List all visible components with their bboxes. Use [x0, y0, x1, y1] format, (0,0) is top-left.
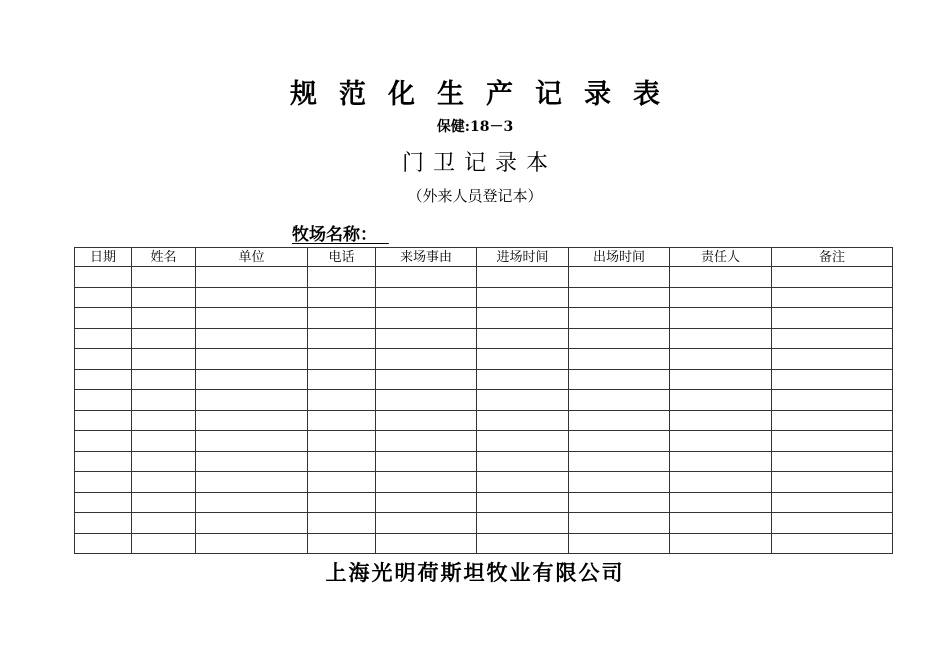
table-cell[interactable] — [75, 472, 132, 493]
table-cell[interactable] — [196, 513, 308, 534]
table-cell[interactable] — [569, 390, 670, 411]
column-header: 日期 — [75, 248, 132, 267]
table-row — [75, 287, 893, 308]
table-cell[interactable] — [477, 451, 569, 472]
table-cell[interactable] — [308, 431, 376, 452]
table-cell[interactable] — [670, 533, 772, 554]
table-cell[interactable] — [772, 492, 893, 513]
table-cell[interactable] — [196, 328, 308, 349]
table-cell[interactable] — [569, 431, 670, 452]
form-code: 保健:18－3 — [436, 119, 514, 135]
table-cell[interactable] — [308, 308, 376, 329]
table-cell[interactable] — [132, 287, 196, 308]
table-cell[interactable] — [772, 410, 893, 431]
table-cell[interactable] — [132, 431, 196, 452]
table-row — [75, 431, 893, 452]
table-cell[interactable] — [308, 513, 376, 534]
company-name: 上海光明荷斯坦牧业有限公司 — [325, 560, 625, 585]
table-cell[interactable] — [75, 349, 132, 370]
table-cell[interactable] — [308, 492, 376, 513]
table-cell[interactable] — [75, 369, 132, 390]
table-cell[interactable] — [308, 451, 376, 472]
table-cell[interactable] — [477, 369, 569, 390]
table-cell[interactable] — [308, 472, 376, 493]
table-cell[interactable] — [75, 513, 132, 534]
table-cell[interactable] — [75, 287, 132, 308]
table-cell[interactable] — [308, 328, 376, 349]
table-cell[interactable] — [132, 390, 196, 411]
table-cell[interactable] — [75, 431, 132, 452]
table-cell[interactable] — [477, 287, 569, 308]
column-header: 姓名 — [132, 248, 196, 267]
table-cell[interactable] — [376, 287, 477, 308]
table-cell[interactable] — [477, 267, 569, 288]
column-header: 单位 — [196, 248, 308, 267]
table-cell[interactable] — [477, 431, 569, 452]
table-cell[interactable] — [477, 390, 569, 411]
table-cell[interactable] — [477, 492, 569, 513]
table-cell[interactable] — [196, 472, 308, 493]
visitor-record-table — [74, 247, 893, 554]
table-cell[interactable] — [376, 451, 477, 472]
table-cell[interactable] — [132, 328, 196, 349]
table-cell[interactable] — [132, 349, 196, 370]
table-cell[interactable] — [772, 533, 893, 554]
table-row — [75, 410, 893, 431]
table-cell[interactable] — [132, 267, 196, 288]
table-cell[interactable] — [772, 390, 893, 411]
table-cell[interactable] — [196, 308, 308, 329]
table-cell[interactable] — [569, 267, 670, 288]
table-cell[interactable] — [308, 267, 376, 288]
table-cell[interactable] — [308, 390, 376, 411]
table-cell[interactable] — [772, 287, 893, 308]
table-row — [75, 328, 893, 349]
table-cell[interactable] — [376, 349, 477, 370]
table-cell[interactable] — [132, 451, 196, 472]
table-cell[interactable] — [569, 513, 670, 534]
table-cell[interactable] — [196, 533, 308, 554]
table-cell[interactable] — [569, 328, 670, 349]
table-cell[interactable] — [376, 431, 477, 452]
table-cell[interactable] — [477, 308, 569, 329]
form-title: 规范化生产记录表 — [290, 79, 682, 110]
table-cell[interactable] — [196, 267, 308, 288]
table-cell[interactable] — [308, 410, 376, 431]
table-cell[interactable] — [376, 390, 477, 411]
table-cell[interactable] — [670, 369, 772, 390]
column-header: 备注 — [772, 248, 893, 267]
table-cell[interactable] — [772, 451, 893, 472]
table-cell[interactable] — [772, 431, 893, 452]
table-cell[interactable] — [376, 513, 477, 534]
farm-name-label-text: 牧场名称： — [292, 225, 377, 245]
table-row — [75, 533, 893, 554]
table-cell[interactable] — [477, 349, 569, 370]
table-row — [75, 513, 893, 534]
table-cell[interactable] — [772, 308, 893, 329]
table-cell[interactable] — [196, 431, 308, 452]
table-row — [75, 472, 893, 493]
table-cell[interactable] — [308, 369, 376, 390]
table-cell[interactable] — [308, 533, 376, 554]
table-cell[interactable] — [569, 308, 670, 329]
table-cell[interactable] — [772, 513, 893, 534]
table-cell[interactable] — [376, 267, 477, 288]
table-cell[interactable] — [670, 431, 772, 452]
table-cell[interactable] — [569, 492, 670, 513]
table-cell[interactable] — [569, 472, 670, 493]
table-cell[interactable] — [132, 369, 196, 390]
table-cell[interactable] — [670, 308, 772, 329]
table-cell[interactable] — [670, 451, 772, 472]
table-cell[interactable] — [772, 267, 893, 288]
column-header: 责任人 — [670, 248, 772, 267]
table-row — [75, 451, 893, 472]
book-subtitle: （外来人员登记本） — [407, 187, 543, 205]
table-cell[interactable] — [376, 410, 477, 431]
table-cell[interactable] — [196, 451, 308, 472]
table-cell[interactable] — [376, 533, 477, 554]
table-row — [75, 308, 893, 329]
table-header-row — [75, 248, 893, 267]
table-cell[interactable] — [670, 492, 772, 513]
table-cell[interactable] — [569, 410, 670, 431]
table-cell[interactable] — [75, 492, 132, 513]
table-cell[interactable] — [75, 451, 132, 472]
table-cell[interactable] — [569, 533, 670, 554]
table-cell[interactable] — [569, 287, 670, 308]
table-cell[interactable] — [670, 349, 772, 370]
table-row — [75, 349, 893, 370]
table-cell[interactable] — [196, 287, 308, 308]
table-cell[interactable] — [670, 390, 772, 411]
table-cell[interactable] — [308, 349, 376, 370]
table-cell[interactable] — [376, 492, 477, 513]
table-cell[interactable] — [132, 308, 196, 329]
column-header: 来场事由 — [376, 248, 477, 267]
table-cell[interactable] — [376, 369, 477, 390]
table-cell[interactable] — [75, 267, 132, 288]
table-cell[interactable] — [75, 390, 132, 411]
table-cell[interactable] — [477, 472, 569, 493]
table-cell[interactable] — [376, 308, 477, 329]
table-row — [75, 492, 893, 513]
table-cell[interactable] — [376, 328, 477, 349]
table-cell[interactable] — [569, 369, 670, 390]
table-cell[interactable] — [75, 308, 132, 329]
book-title: 门卫记录本 — [401, 151, 557, 176]
table-cell[interactable] — [196, 410, 308, 431]
table-body — [75, 267, 893, 554]
table-cell[interactable] — [772, 472, 893, 493]
table-cell[interactable] — [196, 390, 308, 411]
table-cell[interactable] — [477, 513, 569, 534]
table-cell[interactable] — [670, 328, 772, 349]
table-cell[interactable] — [196, 492, 308, 513]
table-cell[interactable] — [75, 533, 132, 554]
table-cell[interactable] — [376, 472, 477, 493]
table-cell[interactable] — [772, 349, 893, 370]
table-cell[interactable] — [132, 472, 196, 493]
table-cell[interactable] — [196, 349, 308, 370]
table-row — [75, 390, 893, 411]
table-cell[interactable] — [75, 328, 132, 349]
table-cell[interactable] — [132, 533, 196, 554]
column-header: 出场时间 — [569, 248, 670, 267]
table-cell[interactable] — [569, 349, 670, 370]
table-cell[interactable] — [772, 369, 893, 390]
table-cell[interactable] — [477, 328, 569, 349]
table-cell[interactable] — [670, 267, 772, 288]
table-cell[interactable] — [670, 513, 772, 534]
column-header: 进场时间 — [477, 248, 569, 267]
table-cell[interactable] — [772, 328, 893, 349]
table-cell[interactable] — [670, 472, 772, 493]
table-cell[interactable] — [477, 533, 569, 554]
farm-name-label — [292, 220, 389, 245]
table-row — [75, 267, 893, 288]
table-cell[interactable] — [308, 287, 376, 308]
table-cell[interactable] — [569, 451, 670, 472]
column-header: 电话 — [308, 248, 376, 267]
table-cell[interactable] — [196, 369, 308, 390]
table-cell[interactable] — [132, 410, 196, 431]
table-cell[interactable] — [132, 492, 196, 513]
table-cell[interactable] — [75, 410, 132, 431]
table-cell[interactable] — [132, 513, 196, 534]
table-cell[interactable] — [670, 410, 772, 431]
table-row — [75, 369, 893, 390]
table-cell[interactable] — [670, 287, 772, 308]
table-cell[interactable] — [477, 410, 569, 431]
